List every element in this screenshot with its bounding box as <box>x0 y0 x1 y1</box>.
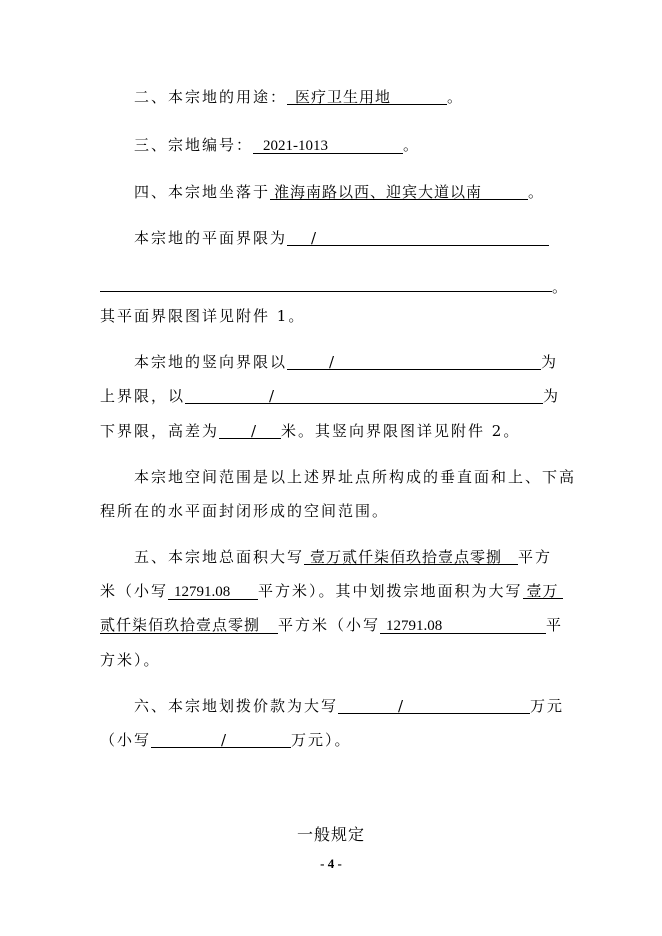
location-label: 四、本宗地坐落于 <box>134 183 271 201</box>
clause-parcel-number <box>134 134 420 156</box>
location-value: 淮海南路以西、迎宾大道以南 <box>270 181 528 200</box>
clause-area-line-3 <box>100 614 563 636</box>
clause-area-line-2 <box>100 580 563 602</box>
plane-boundary-continuation <box>100 272 569 294</box>
vertical-lower-value: / <box>185 385 543 404</box>
location-period: 。 <box>528 183 546 201</box>
height-difference-value: / <box>219 420 281 439</box>
area-upper-value: 壹万贰仟柒佰玖拾壹点零捌 <box>304 546 518 565</box>
area-intro: 五、本宗地总面积大写 <box>134 548 305 566</box>
price-upper-value: / <box>338 695 530 714</box>
vertical-upper-value: / <box>287 351 541 370</box>
space-range-line-1: 本宗地空间范围是以上述界址点所构成的垂直面和上、下高 <box>134 468 577 486</box>
price-wan-yuan-close: 万元）。 <box>291 731 352 749</box>
clause-vertical-lower <box>100 385 560 407</box>
price-wan-yuan: 万元 <box>530 697 565 715</box>
clause-usage <box>134 86 464 108</box>
usage-label: 二、本宗地的用途： <box>134 88 288 106</box>
plane-boundary-period: 。 <box>552 278 570 296</box>
height-difference-note: 米。其竖向界限图详见附件 2。 <box>281 422 521 440</box>
price-small-open: （小写 <box>100 731 152 749</box>
plane-boundary-note: 其平面界限图详见附件 1。 <box>100 307 306 325</box>
price-lower-value: / <box>151 729 291 748</box>
plane-boundary-blank-line <box>100 272 552 292</box>
vertical-upper-wei: 为 <box>541 353 559 371</box>
upper-boundary-label: 上界限，以 <box>100 387 186 405</box>
usage-value: 医疗卫生用地 <box>287 86 447 105</box>
section-heading: 一般规定 <box>296 827 365 844</box>
alloc-upper-value-part1: 壹万 <box>523 580 563 599</box>
area-lower-value: 12791.08 <box>168 581 258 600</box>
clause-price-line-2 <box>100 729 352 751</box>
clause-price-line-1 <box>134 695 564 717</box>
clause-height-difference <box>100 420 520 442</box>
vertical-lower-wei: 为 <box>543 387 561 405</box>
clause-area-line-1 <box>134 546 552 568</box>
area-small-label: 米（小写 <box>100 582 169 600</box>
alloc-upper-value-part2: 贰仟柒佰玖拾壹点零捌 <box>100 614 278 634</box>
clause-vertical-upper <box>134 351 558 373</box>
alloc-ping: 平 <box>546 616 564 634</box>
clause-area-line-4: 方米）。 <box>100 651 161 669</box>
plane-boundary-label: 本宗地的平面界限为 <box>134 229 288 247</box>
area-mid-text: 平方米）。其中划拨宗地面积为大写 <box>258 582 523 600</box>
parcel-number-period: 。 <box>403 136 421 154</box>
usage-period: 。 <box>447 88 465 106</box>
parcel-number-value: 2021-1013 <box>253 135 403 154</box>
price-intro: 六、本宗地划拨价款为大写 <box>134 697 339 715</box>
vertical-intro: 本宗地的竖向界限以 <box>134 353 288 371</box>
clause-location <box>134 181 545 203</box>
alloc-lower-value: 12791.08 <box>380 615 546 634</box>
clause-plane-boundary <box>134 227 549 249</box>
page-number: - 4 - <box>320 856 342 871</box>
alloc-mid-text: 平方米（小写 <box>278 616 381 634</box>
lower-boundary-label: 下界限，高差为 <box>100 422 220 440</box>
area-sq-label: 平方 <box>518 548 553 566</box>
space-range-line-2: 程所在的水平面封闭形成的空间范围。 <box>100 502 390 520</box>
plane-boundary-value: / <box>287 227 549 246</box>
parcel-number-label: 三、宗地编号： <box>134 136 254 154</box>
